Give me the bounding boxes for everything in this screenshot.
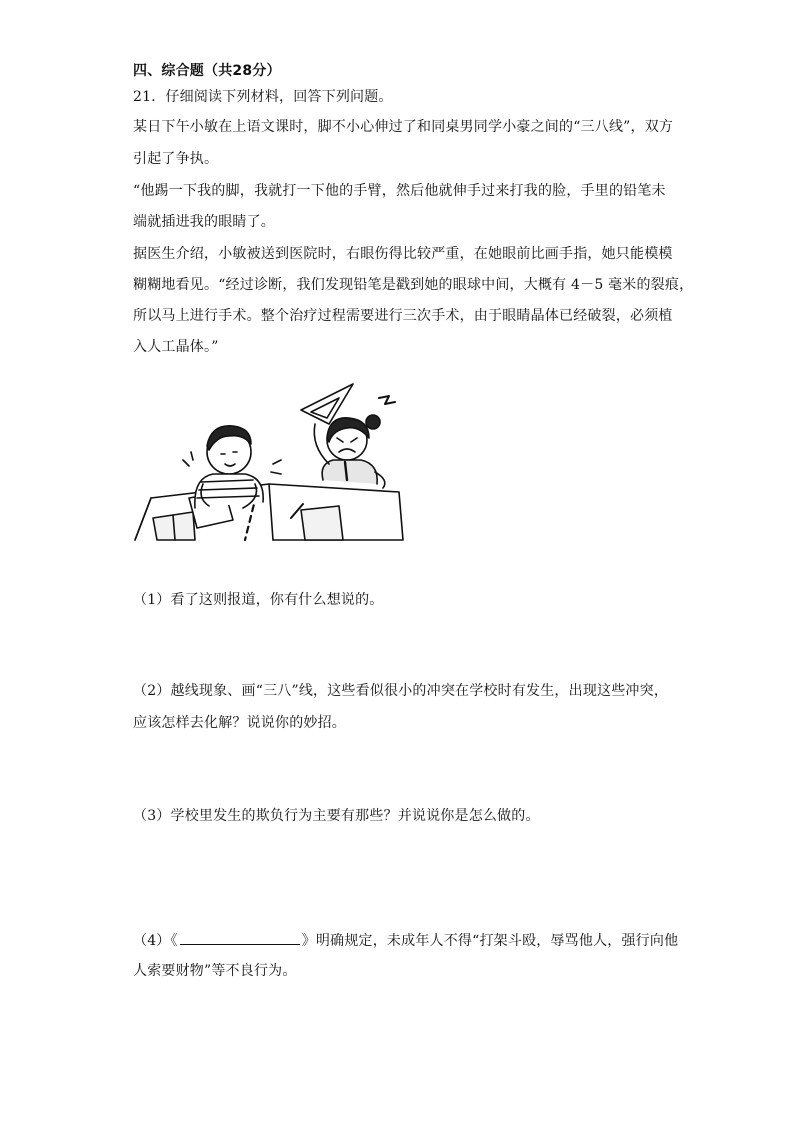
subquestion-4-prefix: （4）《	[133, 933, 178, 949]
material-line-5: 据医生介绍，小敏被送到医院时，右眼伤得比较严重，在她眼前比画手指，她只能模模	[133, 246, 673, 262]
material-line-8: 入人工晶体。”	[133, 339, 219, 355]
material-line-1: 某日下午小敏在上语文课时，脚不小心伸过了和同桌男同学小豪之间的“三八线”，双方	[133, 119, 674, 135]
subquestion-2-line-2: 应该怎样去化解？说说你的妙招。	[133, 715, 346, 731]
answer-blank[interactable]	[180, 930, 300, 945]
subquestion-3: （3）学校里发生的欺负行为主要有那些？并说说你是怎么做的。	[133, 808, 540, 824]
question-number: 21．仔细阅读下列材料，回答下列问题。	[133, 89, 393, 105]
material-line-6: 糊糊地看见。“经过诊断，我们发现铅笔是戳到她的眼球中间，大概有 4－5 毫米的裂痕，	[133, 277, 694, 293]
material-line-4: 端就插进我的眼睛了。	[133, 214, 275, 230]
subquestion-2-line-1: （2）越线现象、画“三八”线，这些看似很小的冲突在学校时有发生，出现这些冲突，	[133, 683, 669, 699]
subquestion-4-line-2: 人索要财物”等不良行为。	[133, 963, 297, 979]
subquestion-4-suffix: 》明确规定，未成年人不得“打架斗殴，辱骂他人，强行向他	[301, 933, 679, 949]
material-line-2: 引起了争执。	[133, 151, 219, 167]
subquestion-1: （1）看了这则报道，你有什么想说的。	[133, 592, 384, 608]
section-title: 四、综合题（共28分）	[133, 63, 281, 79]
cartoon-illustration	[133, 380, 405, 546]
material-line-3: “他踢一下我的脚，我就打一下他的手臂，然后他就伸手过来打我的脸，手里的铅笔未	[133, 183, 666, 199]
material-line-7: 所以马上进行手术。整个治疗过程需要进行三次手术，由于眼睛晶体已经破裂，必须植	[133, 308, 673, 324]
subquestion-4-line-1	[133, 930, 678, 950]
